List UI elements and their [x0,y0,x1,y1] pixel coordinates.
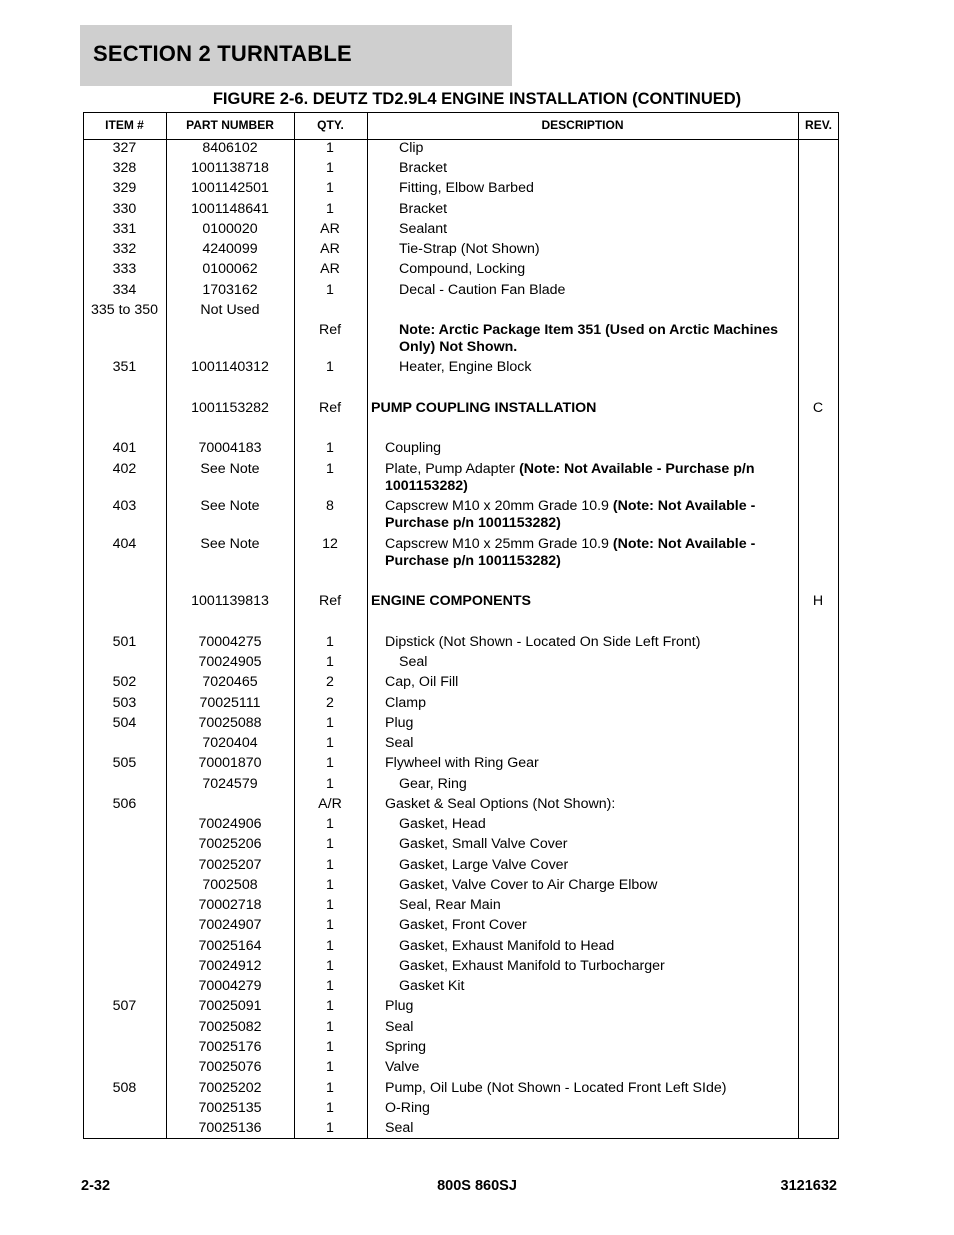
description [367,755,795,772]
quantity: 1 [326,440,334,456]
description-note: (Note: Not Available - Purchase p/n 1001153282) [385,536,756,569]
part-number: 70001870 [198,755,262,771]
part-number: 1001142501 [191,180,269,196]
item-number: 505 [112,755,137,771]
quantity: 1 [326,1120,334,1136]
description-note: ENGINE COMPONENTS [371,593,532,609]
description [367,201,795,218]
description-text: Gear, Ring [399,776,467,792]
quantity: 1 [326,180,334,196]
quantity: 1 [326,776,334,792]
description-text: Pump, Oil Lube (Not Shown - Located Front Left SIde) [385,1080,727,1096]
item-number: 506 [112,796,137,812]
description-text: Seal [399,654,428,670]
description-text: Clamp [385,695,426,711]
description-text: Valve [385,1059,420,1075]
part-number: 8406102 [202,140,258,156]
description [367,593,795,610]
description-note: PUMP COUPLING INSTALLATION [371,400,597,416]
part-number: 1001140312 [191,359,269,375]
header-item: ITEM # [105,118,144,132]
description [367,715,795,732]
quantity: 1 [326,140,334,156]
item-number: 401 [112,440,137,456]
part-number: 70025207 [198,857,262,873]
quantity: A/R [318,796,342,812]
part-number: 1001139813 [191,593,269,609]
description-text: Tie-Strap (Not Shown) [399,241,540,257]
description [367,1059,795,1076]
quantity: 1 [326,282,334,298]
description-text: Seal [385,1120,414,1136]
part-number: See Note [200,461,260,477]
description-text: Clip [399,140,424,156]
item-number: 507 [112,998,137,1014]
description-text: Plug [385,998,414,1014]
item-number: 503 [112,695,137,711]
part-number: 70025091 [198,998,262,1014]
item-number: 329 [112,180,137,196]
description-text: Coupling [385,440,442,456]
part-number: 70004183 [198,440,262,456]
description-text: Gasket, Head [399,816,486,832]
quantity: 1 [326,461,334,477]
description [367,282,795,299]
item-number: 330 [112,201,137,217]
quantity: 1 [326,1059,334,1075]
quantity: Ref [318,593,342,609]
description-text: Dipstick (Not Shown - Located On Side Left Front) [385,634,701,650]
description-text: Gasket, Small Valve Cover [399,836,568,852]
description [367,776,795,793]
item-number: 334 [112,282,137,298]
description-text: O-Ring [385,1100,430,1116]
description-text: Gasket & Seal Options (Not Shown): [385,796,616,812]
quantity: 1 [326,897,334,913]
item-number: 332 [112,241,137,257]
quantity: AR [320,221,340,237]
quantity: 1 [326,938,334,954]
description [367,1080,795,1097]
description [367,958,795,975]
description-text: Capscrew M10 x 25mm Grade 10.9 [385,536,613,552]
figure-title: FIGURE 2-6. DEUTZ TD2.9L4 ENGINE INSTALLATION (CONTINUED) [212,90,742,108]
description-text: Cap, Oil Fill [385,674,459,690]
item-number: 501 [112,634,137,650]
part-number: See Note [200,498,260,514]
quantity: Ref [318,400,342,416]
part-number: 70024912 [198,958,262,974]
description [367,674,795,691]
description [367,322,795,356]
description-text: Seal, Rear Main [399,897,501,913]
quantity: 1 [326,160,334,176]
part-number: 70025176 [198,1039,262,1055]
description [367,498,795,532]
description-text: Heater, Engine Block [399,359,532,375]
quantity: 1 [326,1039,334,1055]
description-text: Gasket, Valve Cover to Air Charge Elbow [399,877,658,893]
description [367,978,795,995]
description [367,140,795,157]
part-number: 70004275 [198,634,262,650]
part-number: 1703162 [202,282,258,298]
quantity: 8 [326,498,334,514]
description [367,1120,795,1137]
description-text: Flywheel with Ring Gear [385,755,539,771]
description [367,735,795,752]
part-number: 70024905 [198,654,262,670]
description [367,816,795,833]
item-number: 333 [112,261,137,277]
quantity: 1 [326,877,334,893]
description-text: Seal [385,735,414,751]
quantity: 1 [326,917,334,933]
footer-doc-number: 3121632 [780,1178,837,1194]
part-number: 70024907 [198,917,262,933]
quantity: AR [320,241,340,257]
description [367,836,795,853]
description-text: Gasket Kit [399,978,465,994]
quantity: 12 [322,536,338,552]
section-title: SECTION 2 TURNTABLE [93,41,352,66]
quantity: 2 [326,674,334,690]
part-number: 70025082 [198,1019,262,1035]
description [367,695,795,712]
quantity: 1 [326,1080,334,1096]
part-number: 70025111 [199,695,261,711]
part-number: 7024579 [202,776,258,792]
quantity: 1 [326,998,334,1014]
quantity: 2 [326,695,334,711]
description-text: Gasket, Exhaust Manifold to Turbocharger [399,958,665,974]
description-text: Capscrew M10 x 20mm Grade 10.9 [385,498,613,514]
quantity: Ref [318,322,342,338]
part-number: 70025206 [198,836,262,852]
description [367,1039,795,1056]
quantity: 1 [326,755,334,771]
item-number: 351 [112,359,137,375]
description-text: Gasket, Large Valve Cover [399,857,569,873]
description-text: Compound, Locking [399,261,526,277]
quantity: 1 [326,715,334,731]
description-text: Decal - Caution Fan Blade [399,282,566,298]
description-text: Plate, Pump Adapter [385,461,520,477]
column-divider [798,112,799,1139]
item-number: 403 [112,498,137,514]
part-number: 7002508 [202,877,258,893]
description-text: Seal [385,1019,414,1035]
revision: C [812,400,824,416]
description-text: Sealant [399,221,448,237]
item-number: 508 [112,1080,137,1096]
part-number: 70002718 [198,897,262,913]
item-number: 502 [112,674,137,690]
quantity: 1 [326,958,334,974]
description [367,634,795,651]
footer-page-number: 2-32 [81,1178,111,1194]
description-text: Bracket [399,160,448,176]
part-number: See Note [200,536,260,552]
description [367,241,795,258]
part-number: Not Used [200,302,260,318]
description [367,440,795,457]
description [367,1019,795,1036]
description [367,1100,795,1117]
item-number: 504 [112,715,137,731]
quantity: 1 [326,816,334,832]
description [367,796,795,813]
description [367,180,795,197]
description [367,917,795,934]
description-text: Gasket, Front Cover [399,917,527,933]
description [367,400,795,417]
part-number: 70025164 [198,938,262,954]
part-number: 1001153282 [191,400,269,416]
description [367,261,795,278]
quantity: 1 [326,634,334,650]
item-number: 327 [112,140,137,156]
description [367,938,795,955]
quantity: 1 [326,201,334,217]
description-text: Plug [385,715,414,731]
item-number: 402 [112,461,137,477]
description [367,654,795,671]
description-text: Fitting, Elbow Barbed [399,180,534,196]
quantity: 1 [326,1100,334,1116]
header-qty: QTY. [317,118,344,132]
part-number: 70025136 [198,1120,262,1136]
part-number: 1001148641 [191,201,269,217]
quantity: 1 [326,735,334,751]
quantity: 1 [326,978,334,994]
part-number: 70025076 [198,1059,262,1075]
quantity: 1 [326,359,334,375]
header-part-number: PART NUMBER [186,118,274,132]
description [367,877,795,894]
part-number: 4240099 [202,241,258,257]
description [367,897,795,914]
description-text: Bracket [399,201,448,217]
description [367,536,795,570]
description-text: Spring [385,1039,427,1055]
description-note: (Note: Not Available - Purchase p/n 1001153282) [385,498,756,531]
description [367,160,795,177]
part-number: 70025135 [198,1100,262,1116]
description [367,461,795,495]
footer-model: 800S 860SJ [437,1178,517,1194]
section-header [80,25,512,86]
part-number: 7020465 [202,674,258,690]
description [367,221,795,238]
quantity: 1 [326,654,334,670]
part-number: 70024906 [198,816,262,832]
header-description: DESCRIPTION [541,118,624,132]
part-number: 70004279 [198,978,262,994]
item-number: 404 [112,536,137,552]
description-note: (Note: Not Available - Purchase p/n 1001153282) [385,461,755,494]
part-number: 70025088 [198,715,262,731]
quantity: 1 [326,857,334,873]
header-rev: REV. [805,118,832,132]
description-text: Gasket, Exhaust Manifold to Head [399,938,615,954]
description [367,998,795,1015]
quantity: AR [320,261,340,277]
part-number: 0100062 [202,261,258,277]
quantity: 1 [326,1019,334,1035]
description [367,359,795,376]
item-number: 331 [112,221,137,237]
part-number: 0100020 [202,221,258,237]
revision: H [812,593,824,609]
description-note: Note: Arctic Package Item 351 (Used on Arctic Machines Only) Not Shown. [399,322,778,355]
part-number: 1001138718 [191,160,269,176]
quantity: 1 [326,836,334,852]
part-number: 70025202 [198,1080,262,1096]
description [367,857,795,874]
item-number: 328 [112,160,137,176]
item-number: 335 to 350 [90,302,159,318]
part-number: 7020404 [202,735,258,751]
